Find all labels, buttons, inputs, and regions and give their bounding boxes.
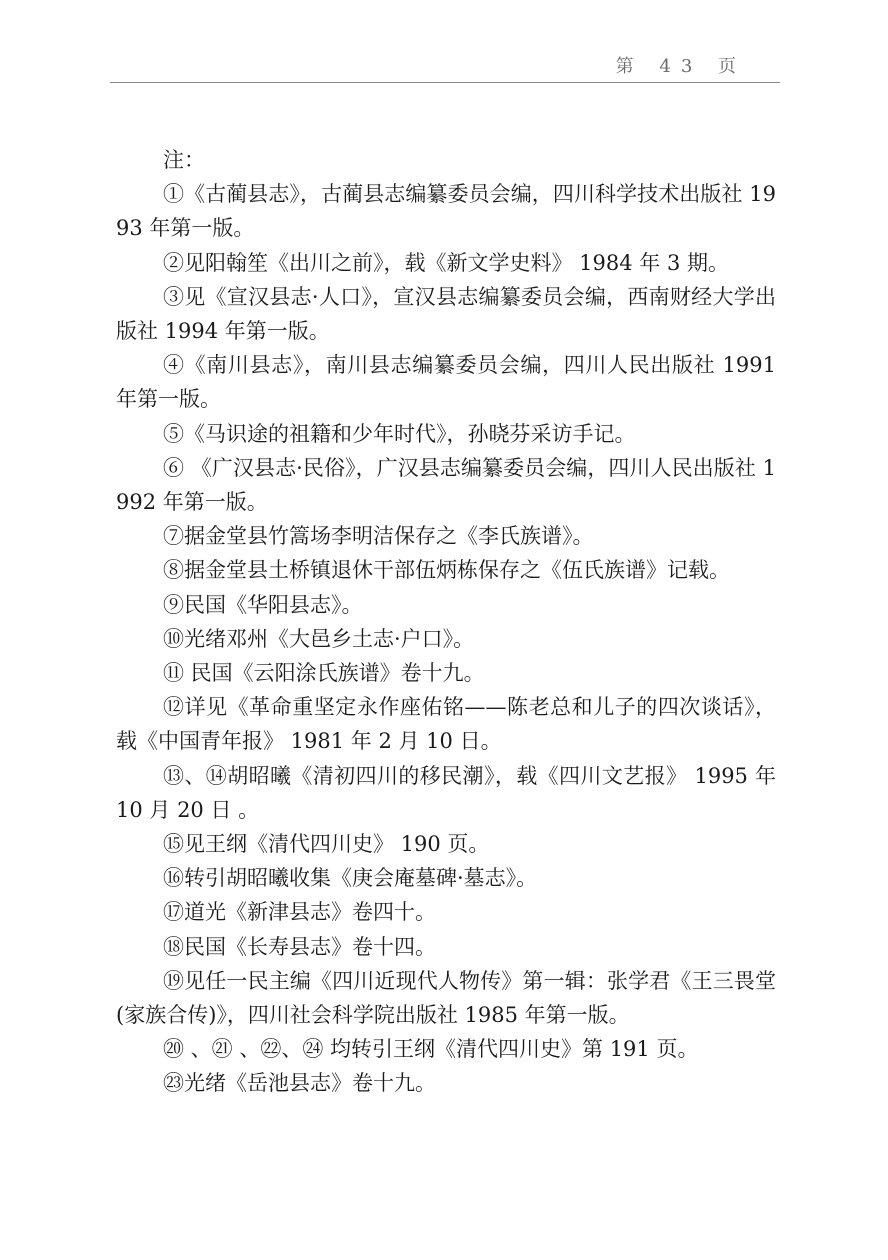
note-11: ⑪ 民国《云阳涂氏族谱》卷十九。 [163, 661, 485, 686]
note-4: ④《南川县志》，南川县志编纂委员会编，四川人民出版社 1991 年第一版。 [116, 353, 776, 412]
notes-heading: 注： [163, 148, 205, 172]
note-5: ⑤《马识途的祖籍和少年时代》，孙晓芬采访手记。 [163, 421, 636, 446]
note-2: ②见阳翰笙《出川之前》，载《新文学史料》 1984 年 3 期。 [163, 250, 730, 275]
note-13-14: ⑬、⑭胡昭曦《清初四川的移民潮》，载《四川文艺报》 1995 年 10 月 20 日 。 [116, 763, 776, 822]
note-6: ⑥ 《广汉县志·民俗》，广汉县志编纂委员会编，四川人民出版社 1992 年第一版。 [116, 455, 776, 515]
note-17: ⑰道光《新津县志》卷四十。 [163, 900, 436, 925]
note-9: ⑨民国《华阳县志》。 [163, 592, 363, 617]
note-1: ①《古蔺县志》，古蔺县志编纂委员会编，四川科学技术出版社 1993 年第一版。 [116, 182, 776, 241]
note-20-21-22-24: ⑳ 、㉑ 、㉒、㉔ 均转引王纲《清代四川史》第 191 页。 [163, 1037, 699, 1062]
note-15: ⑮见王纲《清代四川史》 190 页。 [163, 832, 490, 857]
note-8: ⑧据金堂县土桥镇退休干部伍炳栋保存之《伍氏族谱》记载。 [163, 558, 730, 583]
note-19: ⑲见任一民主编《四川近现代人物传》第一辑：张学君《王三畏堂(家族合传)》，四川社会科学院出版社 1985 年第一版。 [116, 968, 776, 1028]
page-number: 第 43 页 [615, 56, 746, 77]
note-7: ⑦据金堂县竹篙场李明洁保存之《李氏族谱》。 [163, 524, 594, 549]
note-23: ㉓光绪《岳池县志》卷十九。 [163, 1071, 436, 1096]
note-3: ③见《宣汉县志·人口》，宣汉县志编纂委员会编，西南财经大学出版社 1994 年第一版。 [116, 284, 776, 344]
page-header [110, 50, 780, 83]
note-10: ⑩光绪邓州《大邑乡土志·户口》。 [163, 626, 475, 651]
notes-section [116, 143, 776, 1101]
note-16: ⑯转引胡昭曦收集《庚会庵墓碑·墓志》。 [163, 866, 538, 891]
note-18: ⑱民国《长寿县志》卷十四。 [163, 934, 436, 959]
note-12: ⑫详见《革命重坚定永作座佑铭——陈老总和儿子的四次谈话》，载《中国青年报》 1981 年 2 月 10 日。 [116, 695, 776, 754]
